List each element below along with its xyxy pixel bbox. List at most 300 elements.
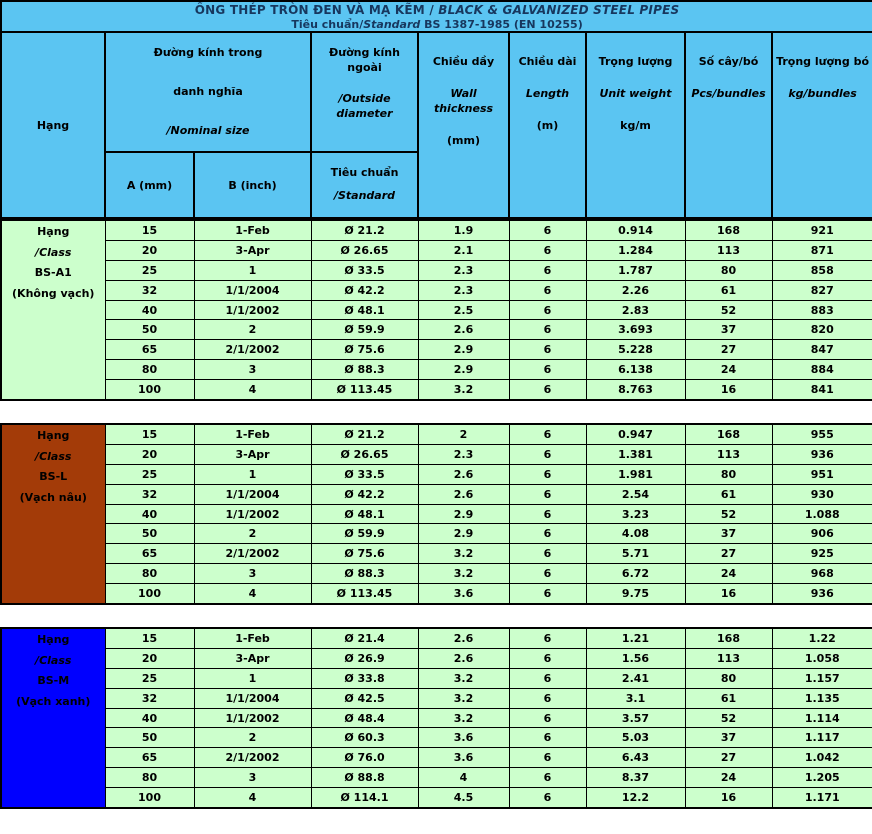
cell-wall-thickness: 2.3 — [418, 444, 509, 464]
header-a-mm — [105, 152, 194, 218]
cell-kg-per-bundle: 1.042 — [772, 748, 872, 768]
cell-a-mm: 65 — [105, 340, 194, 360]
cell-a-mm: 50 — [105, 524, 194, 544]
cell-outside-diameter: Ø 48.1 — [311, 300, 418, 320]
cell-pcs-per-bundle: 16 — [685, 788, 772, 808]
class-cell-bs-m — [1, 628, 105, 808]
cell-wall-thickness: 1.9 — [418, 220, 509, 240]
cell-length: 6 — [509, 300, 586, 320]
cell-b-inch: 1/1/2002 — [194, 504, 311, 524]
header-pcs-per-bundle — [685, 32, 772, 218]
cell-b-inch: 1 — [194, 464, 311, 484]
cell-a-mm: 100 — [105, 380, 194, 400]
cell-length: 6 — [509, 708, 586, 728]
cell-pcs-per-bundle: 113 — [685, 240, 772, 260]
cell-wall-thickness: 4 — [418, 768, 509, 788]
cell-a-mm: 40 — [105, 708, 194, 728]
cell-kg-per-bundle: 906 — [772, 524, 872, 544]
cell-b-inch: 2/1/2002 — [194, 748, 311, 768]
cell-kg-per-bundle: 968 — [772, 564, 872, 584]
cell-kg-per-bundle: 871 — [772, 240, 872, 260]
cell-kg-per-bundle: 847 — [772, 340, 872, 360]
cell-kg-per-bundle: 1.117 — [772, 728, 872, 748]
data-row-bs-m-15 — [1, 628, 872, 648]
cell-length: 6 — [509, 484, 586, 504]
cell-length: 6 — [509, 260, 586, 280]
cell-a-mm: 65 — [105, 748, 194, 768]
cell-wall-thickness: 2.6 — [418, 648, 509, 668]
cell-outside-diameter: Ø 75.6 — [311, 544, 418, 564]
cell-outside-diameter: Ø 48.4 — [311, 708, 418, 728]
cell-b-inch: 4 — [194, 380, 311, 400]
cell-b-inch: 1/1/2002 — [194, 708, 311, 728]
cell-a-mm: 50 — [105, 728, 194, 748]
header-class-column — [1, 32, 105, 218]
cell-wall-thickness: 2.6 — [418, 628, 509, 648]
data-row-bs-m-50 — [1, 728, 872, 748]
cell-unit-weight: 5.71 — [586, 544, 685, 564]
cell-outside-diameter: Ø 88.8 — [311, 768, 418, 788]
cell-a-mm: 32 — [105, 280, 194, 300]
header-line: Length — [525, 86, 570, 100]
cell-b-inch: 3-Apr — [194, 648, 311, 668]
cell-length: 6 — [509, 360, 586, 380]
title-vietnamese: ỐNG THÉP TRÒN ĐEN VÀ MẠ KẼM — [194, 2, 425, 17]
cell-length: 6 — [509, 280, 586, 300]
cell-outside-diameter: Ø 42.5 — [311, 688, 418, 708]
cell-outside-diameter: Ø 59.9 — [311, 524, 418, 544]
cell-kg-per-bundle: 925 — [772, 544, 872, 564]
cell-kg-per-bundle: 951 — [772, 464, 872, 484]
cell-kg-per-bundle: 1.171 — [772, 788, 872, 808]
cell-wall-thickness: 3.6 — [418, 748, 509, 768]
cell-a-mm: 15 — [105, 220, 194, 240]
cell-pcs-per-bundle: 37 — [685, 320, 772, 340]
data-row-bs-a1-25 — [1, 260, 872, 280]
cell-wall-thickness: 3.2 — [418, 708, 509, 728]
cell-wall-thickness: 2.3 — [418, 260, 509, 280]
cell-a-mm: 32 — [105, 688, 194, 708]
cell-wall-thickness: 2.3 — [418, 280, 509, 300]
cell-wall-thickness: 2.6 — [418, 484, 509, 504]
data-row-bs-l-25 — [1, 464, 872, 484]
cell-pcs-per-bundle: 80 — [685, 668, 772, 688]
cell-b-inch: 2/1/2002 — [194, 544, 311, 564]
cell-kg-per-bundle: 936 — [772, 444, 872, 464]
cell-length: 6 — [509, 240, 586, 260]
header-line: /Outside diameter — [336, 91, 393, 120]
cell-length: 6 — [509, 424, 586, 444]
cell-length: 6 — [509, 584, 586, 604]
cell-pcs-per-bundle: 27 — [685, 544, 772, 564]
cell-wall-thickness: 2.6 — [418, 320, 509, 340]
cell-wall-thickness: 2.5 — [418, 300, 509, 320]
cell-b-inch: 2 — [194, 320, 311, 340]
data-row-bs-a1-32 — [1, 280, 872, 300]
cell-wall-thickness: 2 — [418, 424, 509, 444]
standard-label-vn: Tiêu chuẩn/ — [291, 17, 364, 31]
header-line: Tiêu chuẩn — [330, 165, 399, 179]
cell-unit-weight: 1.981 — [586, 464, 685, 484]
data-row-bs-m-25 — [1, 668, 872, 688]
header-length — [509, 32, 586, 218]
cell-b-inch: 3 — [194, 564, 311, 584]
cell-kg-per-bundle: 1.22 — [772, 628, 872, 648]
header-line: Pcs/bundles — [691, 86, 766, 100]
standard-label-en: Standard — [363, 17, 421, 31]
standard-number: BS 1387-1985 (EN 10255) — [420, 17, 583, 31]
cell-unit-weight: 1.56 — [586, 648, 685, 668]
data-row-bs-a1-20 — [1, 240, 872, 260]
pipe-section-table — [0, 219, 872, 401]
cell-outside-diameter: Ø 26.9 — [311, 648, 418, 668]
cell-outside-diameter: Ø 114.1 — [311, 788, 418, 808]
cell-outside-diameter: Ø 60.3 — [311, 728, 418, 748]
data-row-bs-l-50 — [1, 524, 872, 544]
cell-wall-thickness: 3.2 — [418, 564, 509, 584]
cell-unit-weight: 3.693 — [586, 320, 685, 340]
cell-b-inch: 1/1/2004 — [194, 484, 311, 504]
cell-length: 6 — [509, 320, 586, 340]
header-line: danh nghĩa — [173, 84, 243, 98]
cell-wall-thickness: 2.9 — [418, 504, 509, 524]
data-row-bs-m-100 — [1, 788, 872, 808]
header-line: /Nominal size — [166, 123, 250, 137]
cell-unit-weight: 3.1 — [586, 688, 685, 708]
data-row-bs-m-80 — [1, 768, 872, 788]
cell-pcs-per-bundle: 37 — [685, 728, 772, 748]
cell-unit-weight: 9.75 — [586, 584, 685, 604]
cell-a-mm: 80 — [105, 360, 194, 380]
data-row-bs-l-15 — [1, 424, 872, 444]
cell-wall-thickness: 3.2 — [418, 668, 509, 688]
cell-b-inch: 1-Feb — [194, 424, 311, 444]
cell-length: 6 — [509, 464, 586, 484]
data-row-bs-m-65 — [1, 748, 872, 768]
cell-kg-per-bundle: 1.135 — [772, 688, 872, 708]
data-row-bs-a1-40 — [1, 300, 872, 320]
cell-length: 6 — [509, 564, 586, 584]
cell-unit-weight: 8.763 — [586, 380, 685, 400]
cell-pcs-per-bundle: 113 — [685, 648, 772, 668]
cell-kg-per-bundle: 930 — [772, 484, 872, 504]
cell-pcs-per-bundle: 37 — [685, 524, 772, 544]
data-row-bs-l-100 — [1, 584, 872, 604]
cell-pcs-per-bundle: 27 — [685, 748, 772, 768]
cell-outside-diameter: Ø 33.5 — [311, 464, 418, 484]
header-line: kg/bundles — [788, 86, 857, 100]
data-row-bs-l-20 — [1, 444, 872, 464]
cell-outside-diameter: Ø 75.6 — [311, 340, 418, 360]
cell-b-inch: 3 — [194, 768, 311, 788]
cell-b-inch: 1-Feb — [194, 628, 311, 648]
cell-outside-diameter: Ø 21.2 — [311, 424, 418, 444]
class-line: /Class — [35, 245, 72, 259]
cell-a-mm: 65 — [105, 544, 194, 564]
cell-b-inch: 1/1/2004 — [194, 280, 311, 300]
cell-unit-weight: 6.72 — [586, 564, 685, 584]
cell-length: 6 — [509, 788, 586, 808]
class-cell-bs-a1 — [1, 220, 105, 400]
header-line: /Standard — [333, 189, 396, 203]
cell-kg-per-bundle: 883 — [772, 300, 872, 320]
cell-kg-per-bundle: 1.088 — [772, 504, 872, 524]
cell-kg-per-bundle: 1.157 — [772, 668, 872, 688]
cell-unit-weight: 1.787 — [586, 260, 685, 280]
cell-unit-weight: 6.138 — [586, 360, 685, 380]
cell-pcs-per-bundle: 61 — [685, 280, 772, 300]
cell-pcs-per-bundle: 52 — [685, 708, 772, 728]
cell-wall-thickness: 3.2 — [418, 688, 509, 708]
cell-kg-per-bundle: 955 — [772, 424, 872, 444]
cell-a-mm: 15 — [105, 424, 194, 444]
class-line: BS-M — [37, 674, 70, 688]
cell-b-inch: 3-Apr — [194, 240, 311, 260]
cell-a-mm: 50 — [105, 320, 194, 340]
cell-outside-diameter: Ø 42.2 — [311, 484, 418, 504]
class-line: Hạng — [37, 225, 70, 238]
cell-a-mm: 40 — [105, 504, 194, 524]
cell-length: 6 — [509, 504, 586, 524]
cell-length: 6 — [509, 768, 586, 788]
cell-wall-thickness: 3.2 — [418, 544, 509, 564]
cell-b-inch: 1/1/2004 — [194, 688, 311, 708]
header-line: Unit weight — [599, 86, 672, 100]
header-line: (m) — [536, 118, 559, 132]
cell-unit-weight: 0.914 — [586, 220, 685, 240]
cell-wall-thickness: 2.6 — [418, 464, 509, 484]
cell-outside-diameter: Ø 21.2 — [311, 220, 418, 240]
header-unit-weight — [586, 32, 685, 218]
cell-b-inch: 4 — [194, 584, 311, 604]
cell-unit-weight: 5.228 — [586, 340, 685, 360]
data-row-bs-l-40 — [1, 504, 872, 524]
cell-pcs-per-bundle: 168 — [685, 220, 772, 240]
cell-unit-weight: 6.43 — [586, 748, 685, 768]
cell-length: 6 — [509, 380, 586, 400]
cell-unit-weight: 1.381 — [586, 444, 685, 464]
cell-unit-weight: 0.947 — [586, 424, 685, 444]
data-row-bs-l-80 — [1, 564, 872, 584]
pipe-section-table — [0, 627, 872, 809]
data-row-bs-m-40 — [1, 708, 872, 728]
cell-a-mm: 25 — [105, 260, 194, 280]
cell-pcs-per-bundle: 52 — [685, 504, 772, 524]
cell-pcs-per-bundle: 80 — [685, 464, 772, 484]
data-row-bs-l-32 — [1, 484, 872, 504]
cell-unit-weight: 2.83 — [586, 300, 685, 320]
cell-outside-diameter: Ø 48.1 — [311, 504, 418, 524]
cell-length: 6 — [509, 648, 586, 668]
cell-b-inch: 3 — [194, 360, 311, 380]
cell-unit-weight: 5.03 — [586, 728, 685, 748]
data-row-bs-a1-65 — [1, 340, 872, 360]
cell-outside-diameter: Ø 26.65 — [311, 444, 418, 464]
cell-a-mm: 100 — [105, 788, 194, 808]
cell-length: 6 — [509, 524, 586, 544]
cell-length: 6 — [509, 220, 586, 240]
cell-kg-per-bundle: 820 — [772, 320, 872, 340]
class-line: /Class — [35, 653, 72, 667]
cell-unit-weight: 3.57 — [586, 708, 685, 728]
title-line-2 — [2, 18, 872, 31]
header-line: kg/m — [620, 118, 651, 132]
cell-wall-thickness: 4.5 — [418, 788, 509, 808]
cell-unit-weight: 2.54 — [586, 484, 685, 504]
header-line: B (inch) — [228, 178, 277, 192]
cell-b-inch: 2/1/2002 — [194, 340, 311, 360]
cell-kg-per-bundle: 1.058 — [772, 648, 872, 668]
header-line: Chiều dài — [518, 55, 577, 68]
cell-unit-weight: 1.284 — [586, 240, 685, 260]
cell-b-inch: 1/1/2002 — [194, 300, 311, 320]
title-separator: / — [424, 2, 439, 17]
cell-length: 6 — [509, 340, 586, 360]
cell-kg-per-bundle: 841 — [772, 380, 872, 400]
cell-length: 6 — [509, 628, 586, 648]
header-wall-thickness — [418, 32, 509, 218]
cell-wall-thickness: 3.6 — [418, 584, 509, 604]
header-line: Trọng lượng bó — [776, 55, 870, 68]
cell-outside-diameter: Ø 113.45 — [311, 584, 418, 604]
cell-length: 6 — [509, 668, 586, 688]
cell-unit-weight: 8.37 — [586, 768, 685, 788]
cell-b-inch: 2 — [194, 524, 311, 544]
cell-b-inch: 2 — [194, 728, 311, 748]
cell-kg-per-bundle: 936 — [772, 584, 872, 604]
class-line: (Không vạch) — [12, 286, 95, 300]
class-line: BS-L — [39, 470, 68, 484]
sheet-title — [1, 1, 872, 32]
cell-a-mm: 20 — [105, 444, 194, 464]
cell-length: 6 — [509, 544, 586, 564]
cell-length: 6 — [509, 444, 586, 464]
cell-outside-diameter: Ø 88.3 — [311, 360, 418, 380]
cell-a-mm: 40 — [105, 300, 194, 320]
cell-outside-diameter: Ø 33.5 — [311, 260, 418, 280]
cell-wall-thickness: 2.9 — [418, 340, 509, 360]
cell-pcs-per-bundle: 168 — [685, 424, 772, 444]
cell-kg-per-bundle: 1.114 — [772, 708, 872, 728]
cell-a-mm: 20 — [105, 240, 194, 260]
cell-a-mm: 25 — [105, 464, 194, 484]
cell-a-mm: 80 — [105, 564, 194, 584]
cell-a-mm: 80 — [105, 768, 194, 788]
header-outside-diameter — [311, 32, 418, 152]
cell-unit-weight: 2.26 — [586, 280, 685, 300]
class-line: Hạng — [37, 429, 70, 443]
cell-unit-weight: 12.2 — [586, 788, 685, 808]
cell-a-mm: 32 — [105, 484, 194, 504]
cell-pcs-per-bundle: 24 — [685, 564, 772, 584]
cell-pcs-per-bundle: 168 — [685, 628, 772, 648]
header-line: A (mm) — [126, 178, 173, 192]
cell-pcs-per-bundle: 61 — [685, 688, 772, 708]
cell-kg-per-bundle: 921 — [772, 220, 872, 240]
cell-outside-diameter: Ø 26.65 — [311, 240, 418, 260]
cell-pcs-per-bundle: 113 — [685, 444, 772, 464]
header-bundle-weight — [772, 32, 872, 218]
cell-unit-weight: 2.41 — [586, 668, 685, 688]
title-line-1 — [2, 3, 872, 17]
cell-length: 6 — [509, 748, 586, 768]
pipe-section-table — [0, 423, 872, 605]
cell-pcs-per-bundle: 24 — [685, 768, 772, 788]
cell-kg-per-bundle: 1.205 — [772, 768, 872, 788]
class-line: Hạng — [37, 633, 70, 647]
header-line: Trọng lượng — [598, 55, 673, 68]
class-cell-bs-l — [1, 424, 105, 604]
header-line: Số cây/bó — [698, 55, 759, 68]
cell-outside-diameter: Ø 88.3 — [311, 564, 418, 584]
class-line: /Class — [35, 449, 72, 463]
header-line: Đường kính ngoài — [329, 46, 400, 74]
header-line: Wall thickness — [433, 86, 494, 115]
cell-wall-thickness: 3.2 — [418, 380, 509, 400]
cell-pcs-per-bundle: 27 — [685, 340, 772, 360]
cell-kg-per-bundle: 858 — [772, 260, 872, 280]
cell-unit-weight: 4.08 — [586, 524, 685, 544]
title-english: BLACK & GALVANIZED STEEL PIPES — [438, 2, 680, 17]
cell-length: 6 — [509, 728, 586, 748]
header-line: (mm) — [447, 133, 480, 147]
data-row-bs-m-32 — [1, 688, 872, 708]
header-b-inch — [194, 152, 311, 218]
cell-b-inch: 3-Apr — [194, 444, 311, 464]
cell-outside-diameter: Ø 113.45 — [311, 380, 418, 400]
cell-pcs-per-bundle: 52 — [685, 300, 772, 320]
cell-b-inch: 1 — [194, 260, 311, 280]
pipe-class-sections — [0, 219, 872, 809]
cell-length: 6 — [509, 688, 586, 708]
class-line: BS-A1 — [34, 266, 72, 280]
data-row-bs-a1-100 — [1, 380, 872, 400]
data-row-bs-a1-50 — [1, 320, 872, 340]
cell-pcs-per-bundle: 61 — [685, 484, 772, 504]
cell-pcs-per-bundle: 24 — [685, 360, 772, 380]
header-line: Đường kính trong — [153, 46, 263, 59]
data-row-bs-a1-80 — [1, 360, 872, 380]
cell-wall-thickness: 2.9 — [418, 524, 509, 544]
header-class-label: Hạng — [36, 118, 70, 132]
cell-kg-per-bundle: 827 — [772, 280, 872, 300]
cell-outside-diameter: Ø 42.2 — [311, 280, 418, 300]
cell-outside-diameter: Ø 59.9 — [311, 320, 418, 340]
cell-kg-per-bundle: 884 — [772, 360, 872, 380]
cell-outside-diameter: Ø 33.8 — [311, 668, 418, 688]
header-nominal-size — [105, 32, 311, 152]
cell-unit-weight: 1.21 — [586, 628, 685, 648]
cell-b-inch: 1 — [194, 668, 311, 688]
cell-pcs-per-bundle: 16 — [685, 584, 772, 604]
cell-outside-diameter: Ø 76.0 — [311, 748, 418, 768]
data-row-bs-a1-15 — [1, 220, 872, 240]
cell-outside-diameter: Ø 21.4 — [311, 628, 418, 648]
cell-a-mm: 20 — [105, 648, 194, 668]
cell-wall-thickness: 2.1 — [418, 240, 509, 260]
cell-wall-thickness: 2.9 — [418, 360, 509, 380]
header-outside-standard — [311, 152, 418, 218]
header-line: Chiều dầy — [432, 55, 495, 68]
class-line: (Vạch nâu) — [19, 490, 87, 504]
cell-a-mm: 25 — [105, 668, 194, 688]
cell-a-mm: 15 — [105, 628, 194, 648]
cell-wall-thickness: 3.6 — [418, 728, 509, 748]
cell-pcs-per-bundle: 80 — [685, 260, 772, 280]
data-row-bs-l-65 — [1, 544, 872, 564]
data-row-bs-m-20 — [1, 648, 872, 668]
cell-b-inch: 1-Feb — [194, 220, 311, 240]
